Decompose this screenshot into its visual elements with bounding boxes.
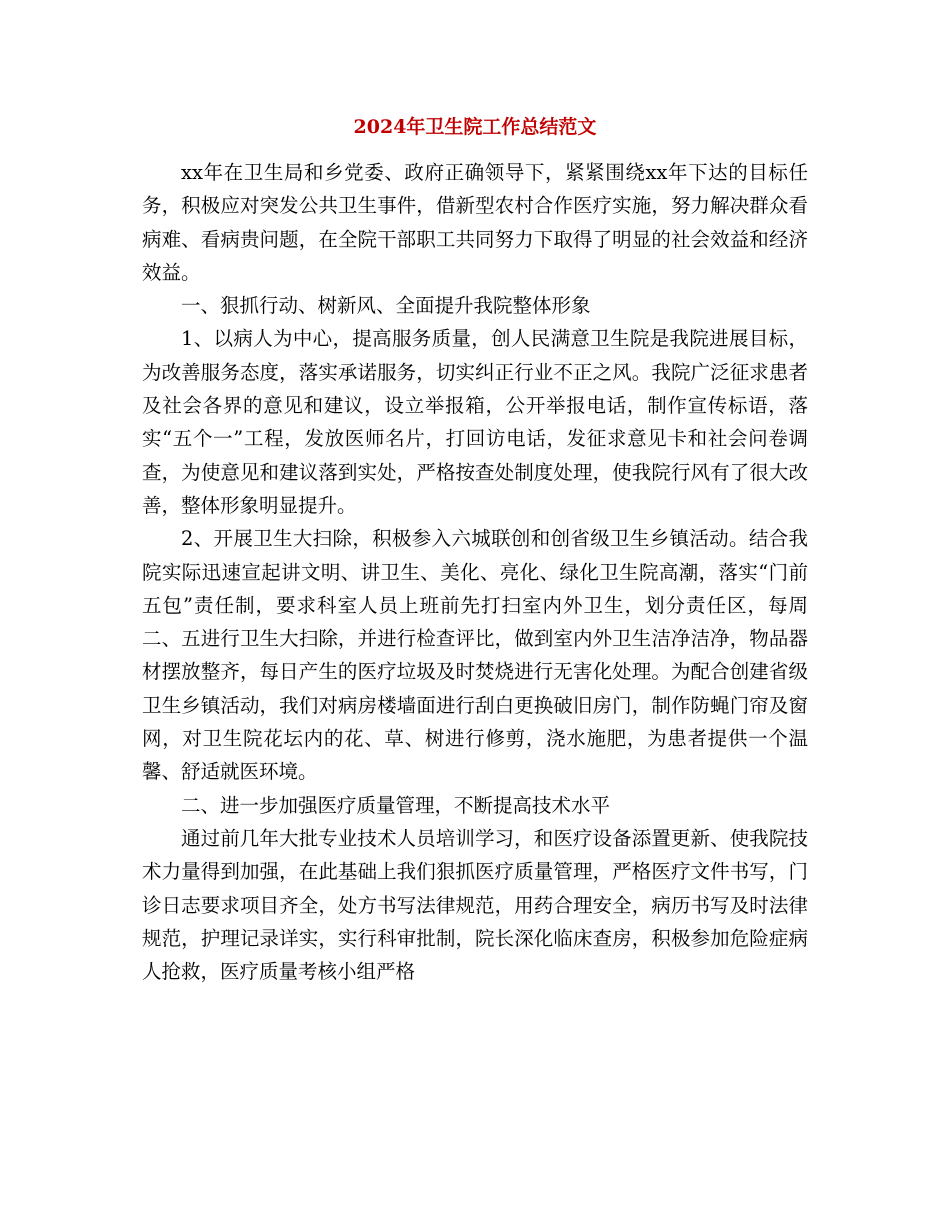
paragraph-medical-quality: 通过前几年大批专业技术人员培训学习，和医疗设备添置更新、使我院技术力量得到加强，在此基础上我们狠抓医疗质量管理，严格医疗文件书写，门诊日志要求项目齐全，处方书写法律规范，用药合理安全，病历书写及时法律规范，护理记录详实，实行科审批制，院长深化临床查房，积极参加危险症病人抢救，医疗质量考核小组严格 [142,826,808,984]
document-title: 2024年卫生院工作总结范文 [353,116,597,138]
section-heading-1: 一、狠抓行动、树新风、全面提升我院整体形象 [181,294,591,318]
section-heading-2: 二、进一步加强医疗质量管理，不断提高技术水平 [181,793,611,817]
paragraph-service-quality: 1、以病人为中心，提高服务质量，创人民满意卫生院是我院进展目标，为改善服务态度，落实承诺服务，切实纠正行业不正之风。我院广泛征求患者及社会各界的意见和建议，设立举报箱，公开举报电话，制作宣传标语，落实“五个一”工程，发放医师名片，打回访电话，发征求意见卡和社会问卷调查，为使意见和建议落到实处，严格按查处制度处理，使我院行风有了很大改善，整体形象明显提升。 [142,327,808,517]
paragraph-intro: xx年在卫生局和乡党委、政府正确领导下，紧紧围绕xx年下达的目标任务，积极应对突发公共卫生事件，借新型农村合作医疗实施，努力解决群众看病难、看病贵问题，在全院干部职工共同努力下取得了明显的社会效益和经济效益。 [142,161,808,284]
paragraph-sanitation: 2、开展卫生大扫除，积极参入六城联创和创省级卫生乡镇活动。结合我院实际迅速宣起讲文明、讲卫生、美化、亮化、绿化卫生院高潮，落实“门前五包”责任制，要求科室人员上班前先打扫室内外卫生，划分责任区，每周二、五进行卫生大扫除，并进行检查评比，做到室内外卫生洁净洁净，物品器材摆放整齐，每日产生的医疗垃圾及时焚烧进行无害化处理。为配合创建省级卫生乡镇活动，我们对病房楼墙面进行刮白更换破旧房门，制作防蝇门帘及窗网，对卫生院花坛内的花、草、树进行修剪，浇水施肥，为患者提供一个温馨、舒适就医环境。 [142,527,808,784]
document-body [142,156,808,988]
